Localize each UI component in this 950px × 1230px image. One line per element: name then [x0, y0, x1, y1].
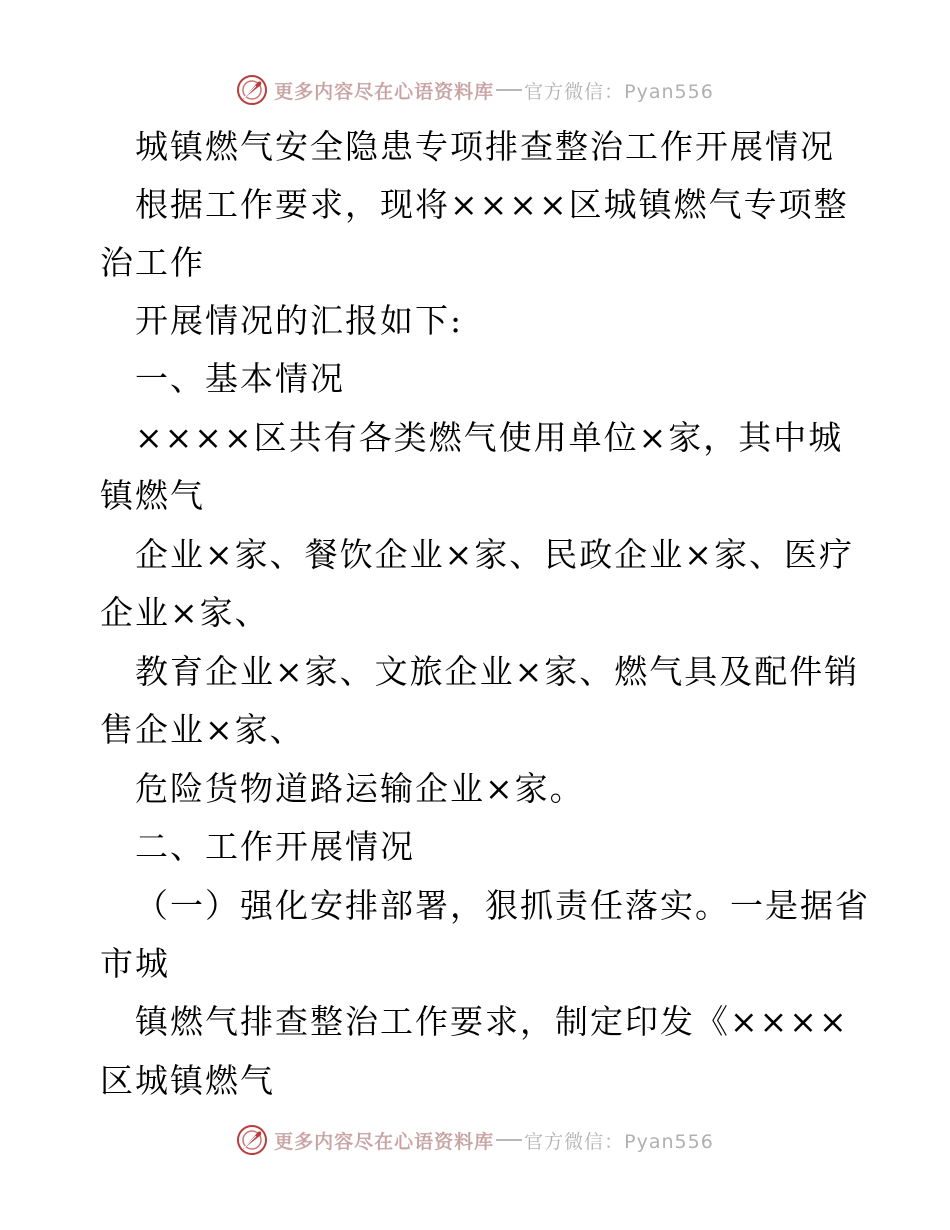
paragraph-line: 市城 [100, 944, 170, 983]
paragraph-line: （一）强化安排部署，狠抓责任落实。一是据省 [135, 886, 870, 925]
paragraph-line: 治工作 [100, 243, 205, 282]
paragraph-line: 企业×家、 [100, 593, 270, 632]
section-heading: 二、工作开展情况 [135, 827, 415, 866]
feather-pen-logo-icon [236, 74, 268, 106]
paragraph-line: 镇燃气 [100, 476, 205, 515]
paragraph-line: 企业×家、餐饮企业×家、民政企业×家、医疗 [135, 535, 854, 574]
paragraph-line: 区城镇燃气 [100, 1061, 275, 1100]
watermark-main-text: 更多内容尽在心语资料库 [274, 80, 495, 103]
watermark-sub-text: 官方微信：Pyan556 [524, 80, 714, 103]
paragraph-line: 售企业×家、 [100, 710, 305, 749]
watermark-main-text: 更多内容尽在心语资料库 [274, 1130, 495, 1153]
paragraph-line: ××××区共有各类燃气使用单位×家，其中城 [135, 418, 844, 457]
paragraph-line: 根据工作要求，现将××××区城镇燃气专项整 [135, 185, 849, 224]
section-heading: 一、基本情况 [135, 359, 345, 398]
feather-pen-logo-icon [236, 1124, 268, 1156]
watermark-sub-text: 官方微信：Pyan556 [524, 1130, 714, 1153]
paragraph-line: 开展情况的汇报如下: [135, 301, 464, 340]
header-watermark [0, 70, 950, 110]
footer-watermark [0, 1120, 950, 1160]
document-title: 城镇燃气安全隐患专项排查整治工作开展情况 [135, 127, 835, 166]
watermark-divider [496, 89, 522, 91]
paragraph-line: 镇燃气排查整治工作要求，制定印发《×××× [135, 1002, 849, 1041]
paragraph-line: 危险货物道路运输企业×家。 [135, 769, 585, 808]
paragraph-line: 教育企业×家、文旅企业×家、燃气具及配件销 [135, 652, 860, 691]
watermark-divider [496, 1139, 522, 1141]
